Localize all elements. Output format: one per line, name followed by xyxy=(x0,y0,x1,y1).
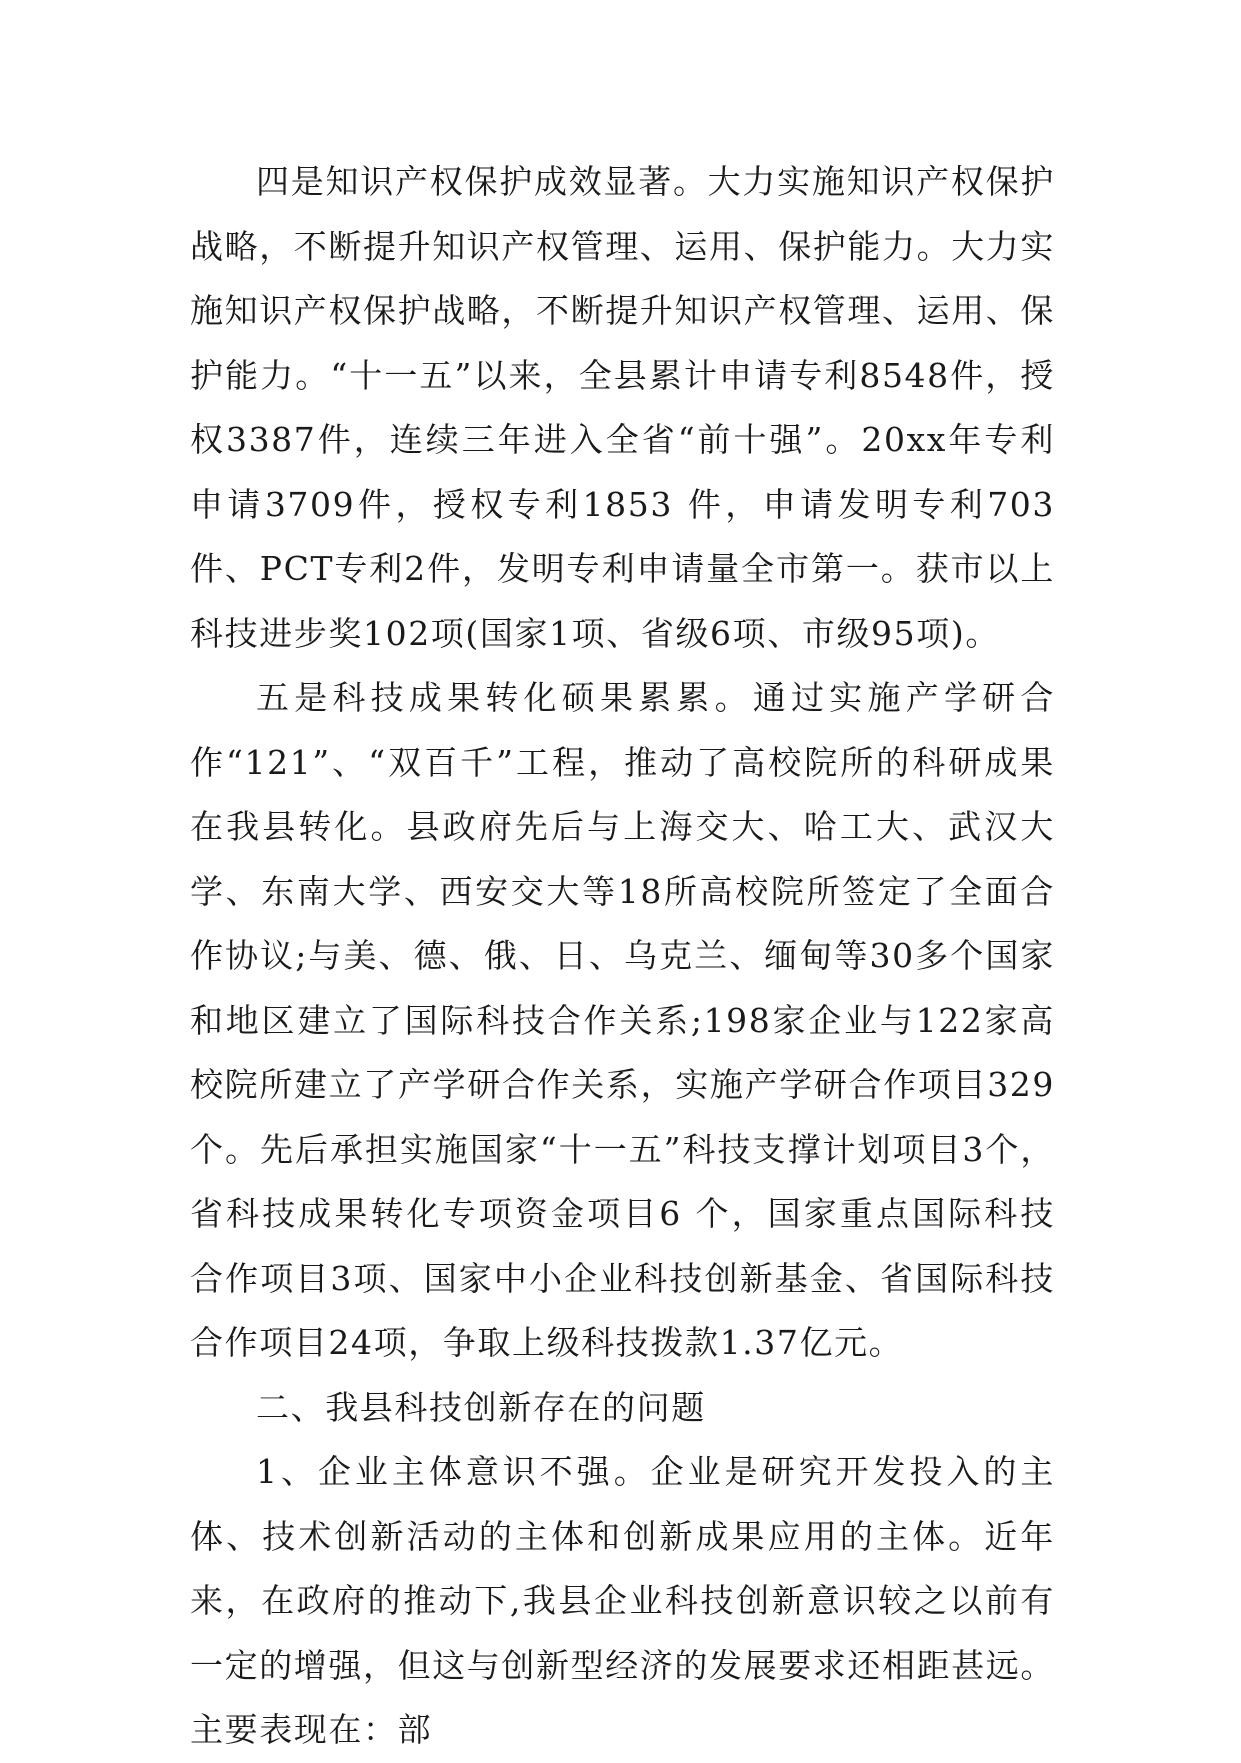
section-heading-problems: 二、我县科技创新存在的问题 xyxy=(256,1387,706,1427)
document-body xyxy=(190,150,1055,1763)
paragraph-ip-protection: 四是知识产权保护成效显著。大力实施知识产权保护战略，不断提升知识产权管理、运用、保护能力。大力实施知识产权保护战略，不断提升知识产权管理、运用、保护能力。“十一五”以来，全县累计申请专利8548件，授权3387件，连续三年进入全省“前十强”。20xx年专利申请3709件，授权专利1853 件，申请发明专利703件、PCT专利2件，发明专利申请量全市第一。获市以上科技进步奖102项(国家1项、省级6项、市级95项)。 xyxy=(190,162,1055,653)
paragraph-enterprise-awareness: 1、企业主体意识不强。企业是研究开发投入的主体、技术创新活动的主体和创新成果应用的主体。近年来，在政府的推动下,我县企业科技创新意识较之以前有一定的增强，但这与创新型经济的发展要求还相距甚远。主要表现在：部 xyxy=(190,1452,1055,1749)
paragraph-tech-transfer: 五是科技成果转化硕果累累。通过实施产学研合作“121”、“双百千”工程，推动了高校院所的科研成果在我县转化。县政府先后与上海交大、哈工大、武汉大学、东南大学、西安交大等18所高校院所签定了全面合作协议;与美、德、俄、日、乌克兰、缅甸等30多个国家和地区建立了国际科技合作关系;198家企业与122家高校院所建立了产学研合作关系，实施产学研合作项目329个。先后承担实施国家“十一五”科技支撑计划项目3个，省科技成果转化专项资金项目6 个，国家重点国际科技合作项目3项、国家中小企业科技创新基金、省国际科技合作项目24项，争取上级科技拨款1.37亿元。 xyxy=(190,678,1055,1362)
